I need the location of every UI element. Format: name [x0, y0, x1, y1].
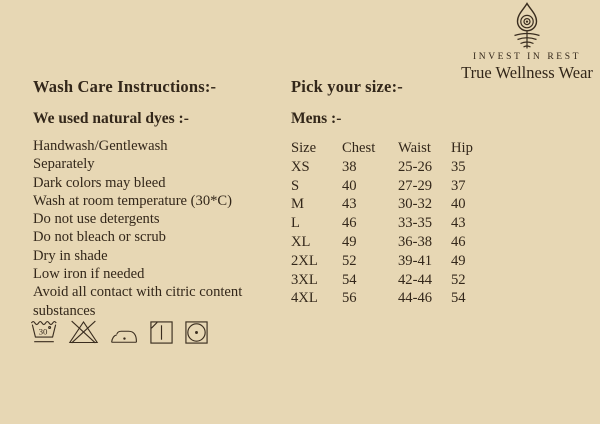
natural-dyes-subtitle: We used natural dyes :- — [33, 110, 189, 127]
table-row — [291, 214, 491, 233]
cell-waist: 42-44 — [398, 271, 433, 288]
cell-size: 2XL — [291, 252, 318, 269]
cell-size: S — [291, 177, 300, 194]
drip-dry-in-shade-icon — [149, 320, 174, 345]
do-not-bleach-icon — [68, 319, 99, 345]
cell-size: XS — [291, 158, 310, 175]
wash-care-title: Wash Care Instructions:- — [33, 77, 217, 96]
instruction-line: Handwash/Gentlewash — [33, 138, 168, 154]
cell-waist: 33-35 — [398, 215, 433, 232]
cell-chest: 38 — [342, 158, 357, 175]
cell-chest: 43 — [342, 196, 357, 213]
wash-30-gentle-icon — [30, 317, 58, 345]
cell-hip: 40 — [451, 196, 466, 213]
cell-hip: 52 — [451, 271, 466, 288]
instructions-list — [33, 137, 289, 320]
cell-chest: 54 — [342, 271, 357, 288]
cell-waist: 36-38 — [398, 233, 433, 250]
instruction-line: substances — [33, 302, 96, 319]
size-table-header-row — [291, 139, 491, 158]
cell-size: L — [291, 215, 300, 232]
table-row — [291, 158, 491, 177]
cell-size: 3XL — [291, 271, 318, 288]
cell-hip: 46 — [451, 233, 466, 250]
cell-size: 4XL — [291, 290, 318, 307]
instruction-line: Low iron if needed — [33, 266, 145, 283]
cell-waist: 39-41 — [398, 252, 433, 269]
size-guide-section — [291, 77, 501, 308]
cell-hip: 37 — [451, 177, 466, 194]
instruction-line: Separately — [33, 156, 95, 173]
brand-tagline: True Wellness Wear — [461, 63, 593, 82]
size-chart-table — [291, 139, 491, 308]
cell-hip: 49 — [451, 252, 466, 269]
low-iron-icon — [109, 323, 139, 345]
seed-roots-icon — [452, 2, 600, 50]
instruction-line: Wash at room temperature (30*C) — [33, 192, 233, 209]
header-hip: Hip — [451, 140, 473, 156]
cell-chest: 40 — [342, 177, 357, 194]
header-chest: Chest — [342, 140, 376, 156]
table-row — [291, 195, 491, 214]
cell-waist: 27-29 — [398, 177, 433, 194]
cell-waist: 30-32 — [398, 196, 433, 213]
cell-waist: 25-26 — [398, 158, 433, 175]
mens-subtitle: Mens :- — [291, 110, 342, 127]
brand-logo — [452, 2, 600, 83]
table-row — [291, 289, 491, 308]
cell-chest: 46 — [342, 215, 357, 232]
table-row — [291, 233, 491, 252]
cell-hip: 54 — [451, 290, 466, 307]
brand-name: INVEST IN REST — [472, 52, 581, 62]
cell-chest: 52 — [342, 252, 357, 269]
wash-care-section — [33, 77, 289, 320]
instruction-line: Do not use detergents — [33, 211, 160, 228]
header-size: Size — [291, 140, 317, 156]
size-guide-title: Pick your size:- — [291, 77, 403, 96]
wash-temp-label: 30 — [38, 326, 48, 337]
cell-waist: 44-46 — [398, 290, 433, 307]
instruction-line: Dark colors may bleed — [33, 174, 166, 191]
cell-size: XL — [291, 233, 311, 250]
cell-hip: 43 — [451, 215, 466, 232]
header-waist: Waist — [398, 140, 431, 156]
table-row — [291, 252, 491, 271]
instruction-line: Do not bleach or scrub — [33, 229, 166, 246]
table-row — [291, 177, 491, 196]
cell-hip: 35 — [451, 158, 466, 175]
instruction-line: Dry in shade — [33, 247, 108, 264]
care-symbols-row — [30, 317, 209, 345]
tumble-dry-icon — [184, 320, 209, 345]
table-row — [291, 271, 491, 290]
cell-size: M — [291, 196, 304, 213]
cell-chest: 56 — [342, 290, 357, 307]
instruction-line: Avoid all contact with citric content — [33, 284, 243, 301]
cell-chest: 49 — [342, 233, 357, 250]
